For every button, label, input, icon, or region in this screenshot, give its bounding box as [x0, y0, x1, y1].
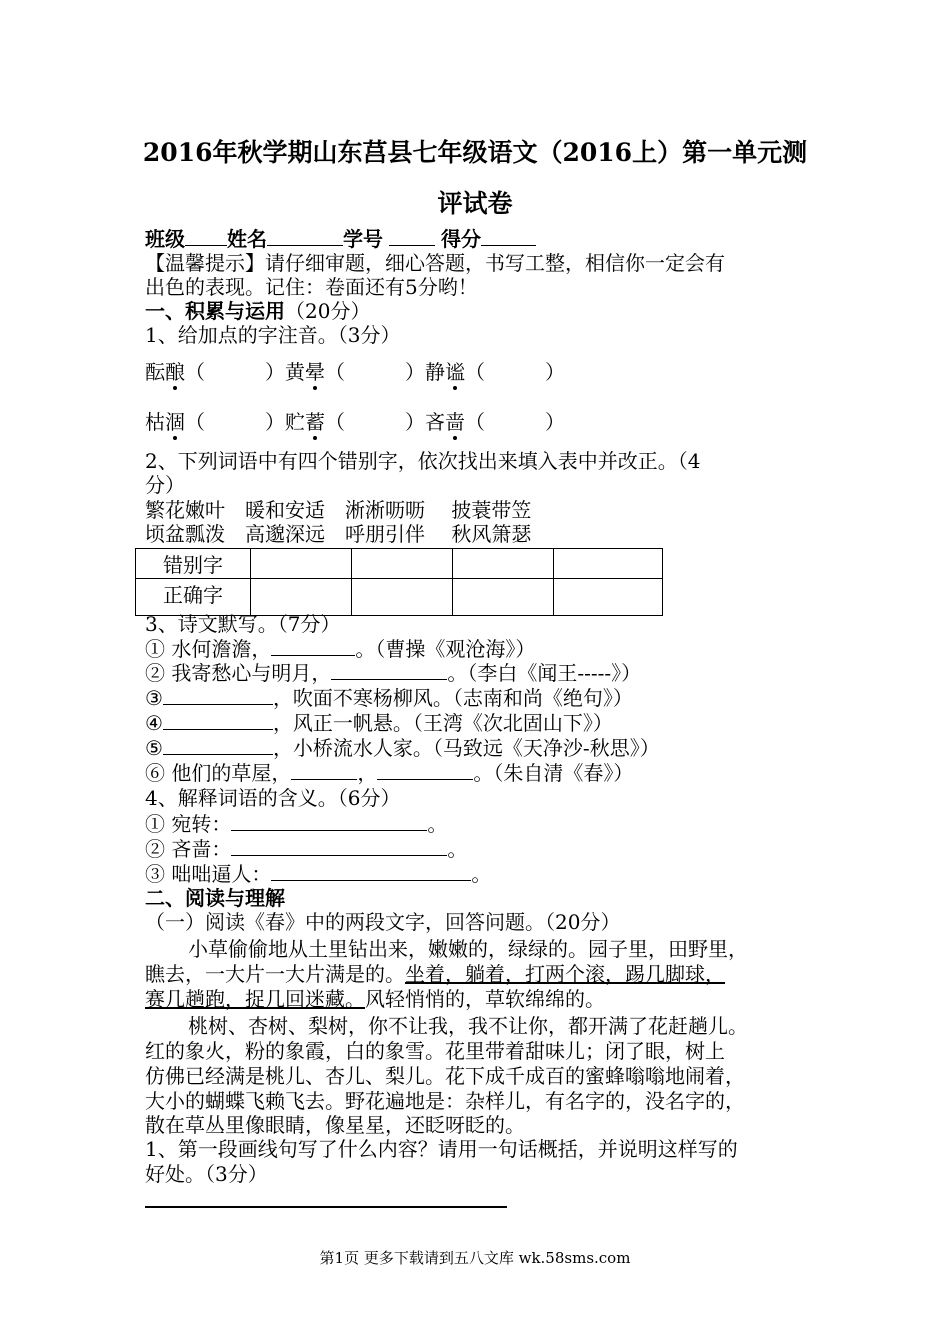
section-2-heading: 二、阅读与理解: [145, 886, 285, 910]
q2-words-line-2: 顷盆瓢泼 高邈深远 呼朋引伴 秋风箫瑟: [145, 522, 532, 546]
table-cell[interactable]: [554, 579, 663, 616]
name-label: 姓名: [227, 227, 267, 251]
poem-item-5: ⑤ ，小桥流水人家。（马致远《天净沙-秋思》）: [145, 736, 660, 760]
reading-q1-line-1: 1、第一段画线句写了什么内容？请用一句话概括，并说明这样写的: [145, 1137, 738, 1161]
q2-prompt-line-2: 分）: [145, 473, 185, 497]
answer-blank[interactable]: [271, 862, 471, 881]
passage-1-line-1: 小草偷偷地从土里钻出来，嫩嫩的，绿绿的。园子里，田野里，: [188, 937, 748, 961]
answer-blank[interactable]: [163, 711, 273, 730]
table-row: [136, 549, 663, 579]
pinyin-item: 吝啬（ ）: [425, 410, 565, 434]
underlined-sentence: 坐着，躺着，打两个滚，踢几脚球，: [405, 962, 725, 986]
poem-item-4: ④ ，风正一帆悬。（王湾《次北固山下》）: [145, 711, 613, 735]
q3-prompt: 3、诗文默写。（7分）: [145, 612, 341, 636]
reading-q1-line-2: 好处。（3分）: [145, 1162, 268, 1186]
name-blank[interactable]: [267, 227, 343, 246]
definition-item-2: ② 吝啬： 。: [145, 837, 468, 861]
answer-blank[interactable]: [271, 637, 355, 656]
underlined-sentence: 赛几趟跑，捉几回迷藏。: [145, 987, 365, 1011]
correction-table: [135, 548, 663, 616]
answer-blank[interactable]: [331, 661, 447, 680]
table-header-wrong: 错别字: [136, 549, 251, 579]
q1-row-2: [145, 410, 565, 434]
number-label: 学号: [343, 227, 383, 251]
pinyin-item: 静谧（ ）: [425, 360, 565, 384]
answer-blank[interactable]: [377, 761, 473, 780]
table-row: [136, 579, 663, 616]
poem-item-1: ① 水何澹澹， 。（曹操《观沧海》）: [145, 637, 536, 661]
pinyin-item: 黄晕（ ）: [285, 360, 425, 384]
passage-2-line-4: 大小的蝴蝶飞赖飞去。野花遍地是：杂样儿，有名字的，没名字的，: [145, 1089, 745, 1113]
section-1-points: （20分）: [285, 299, 371, 323]
q1-prompt: 1、给加点的字注音。（3分）: [145, 323, 401, 347]
poem-item-2: ② 我寄愁心与明月， 。（李白《闻王-----》）: [145, 661, 642, 685]
section-1-title: 一、积累与运用: [145, 299, 285, 323]
table-cell[interactable]: [554, 549, 663, 579]
header-fields: [145, 227, 536, 251]
page-footer: 第1页 更多下载请到五八文库 wk.58sms.com: [319, 1249, 631, 1267]
q2-words-line-1: 繁花嫩叶 暖和安适 淅淅呖呖 披蓑带笠: [145, 498, 532, 522]
answer-blank[interactable]: [163, 686, 273, 705]
section-1-heading: [145, 299, 370, 323]
answer-blank[interactable]: [291, 761, 357, 780]
score-label: 得分: [441, 227, 481, 251]
definition-item-1: ① 宛转： 。: [145, 812, 448, 836]
table-cell[interactable]: [453, 549, 554, 579]
answer-line[interactable]: [145, 1206, 507, 1208]
poem-item-6: ⑥ 他们的草屋， ， 。（朱自清《春》）: [145, 761, 634, 785]
passage-1-line-2: 瞧去，一大片一大片满是的。坐着，躺着，打两个滚，踢几脚球，: [145, 962, 725, 986]
class-blank[interactable]: [185, 227, 227, 246]
number-blank[interactable]: [389, 227, 435, 246]
tip-line-2: 出色的表现。记住：卷面还有5分哟！: [145, 275, 478, 299]
table-cell[interactable]: [251, 549, 352, 579]
pinyin-item: 贮蓄（ ）: [285, 410, 425, 434]
tip-line-1: 【温馨提示】请仔细审题，细心答题，书写工整，相信你一定会有: [145, 251, 725, 275]
table-cell[interactable]: [352, 579, 453, 616]
passage-1-line-3: 赛几趟跑，捉几回迷藏。风轻悄悄的，草软绵绵的。: [145, 987, 605, 1011]
page-title-continued: 评试卷: [437, 189, 513, 218]
answer-blank[interactable]: [231, 837, 447, 856]
q4-prompt: 4、解释词语的含义。（6分）: [145, 786, 401, 810]
passage-2-line-2: 红的象火，粉的象霞，白的象雪。花里带着甜味儿；闭了眼，树上: [145, 1039, 725, 1063]
q1-row-1: [145, 360, 565, 384]
q2-prompt-line-1: 2、下列词语中有四个错别字，依次找出来填入表中并改正。（4: [145, 449, 701, 473]
table-header-right: 正确字: [136, 579, 251, 616]
passage-2-line-1: 桃树、杏树、梨树，你不让我，我不让你，都开满了花赶趟儿。: [188, 1014, 748, 1038]
passage-2-line-5: 散在草丛里像眼睛，像星星，还眨呀眨的。: [145, 1113, 525, 1137]
page-title: 2016年秋学期山东莒县七年级语文（2016上）第一单元测: [142, 138, 808, 167]
definition-item-3: ③ 咄咄逼人： 。: [145, 862, 492, 886]
poem-item-3: ③ ，吹面不寒杨柳风。（志南和尚《绝句》）: [145, 686, 633, 710]
reading-prompt: （一）阅读《春》中的两段文字，回答问题。（20分）: [145, 910, 621, 934]
class-label: 班级: [145, 227, 185, 251]
table-cell[interactable]: [251, 579, 352, 616]
pinyin-item: 枯涸（ ）: [145, 410, 285, 434]
table-cell[interactable]: [453, 579, 554, 616]
table-cell[interactable]: [352, 549, 453, 579]
answer-blank[interactable]: [163, 736, 273, 755]
passage-2-line-3: 仿佛已经满是桃儿、杏儿、梨儿。花下成千成百的蜜蜂嗡嗡地闹着，: [145, 1064, 745, 1088]
answer-blank[interactable]: [231, 812, 427, 831]
score-blank[interactable]: [481, 227, 536, 246]
pinyin-item: 酝酿（ ）: [145, 360, 285, 384]
